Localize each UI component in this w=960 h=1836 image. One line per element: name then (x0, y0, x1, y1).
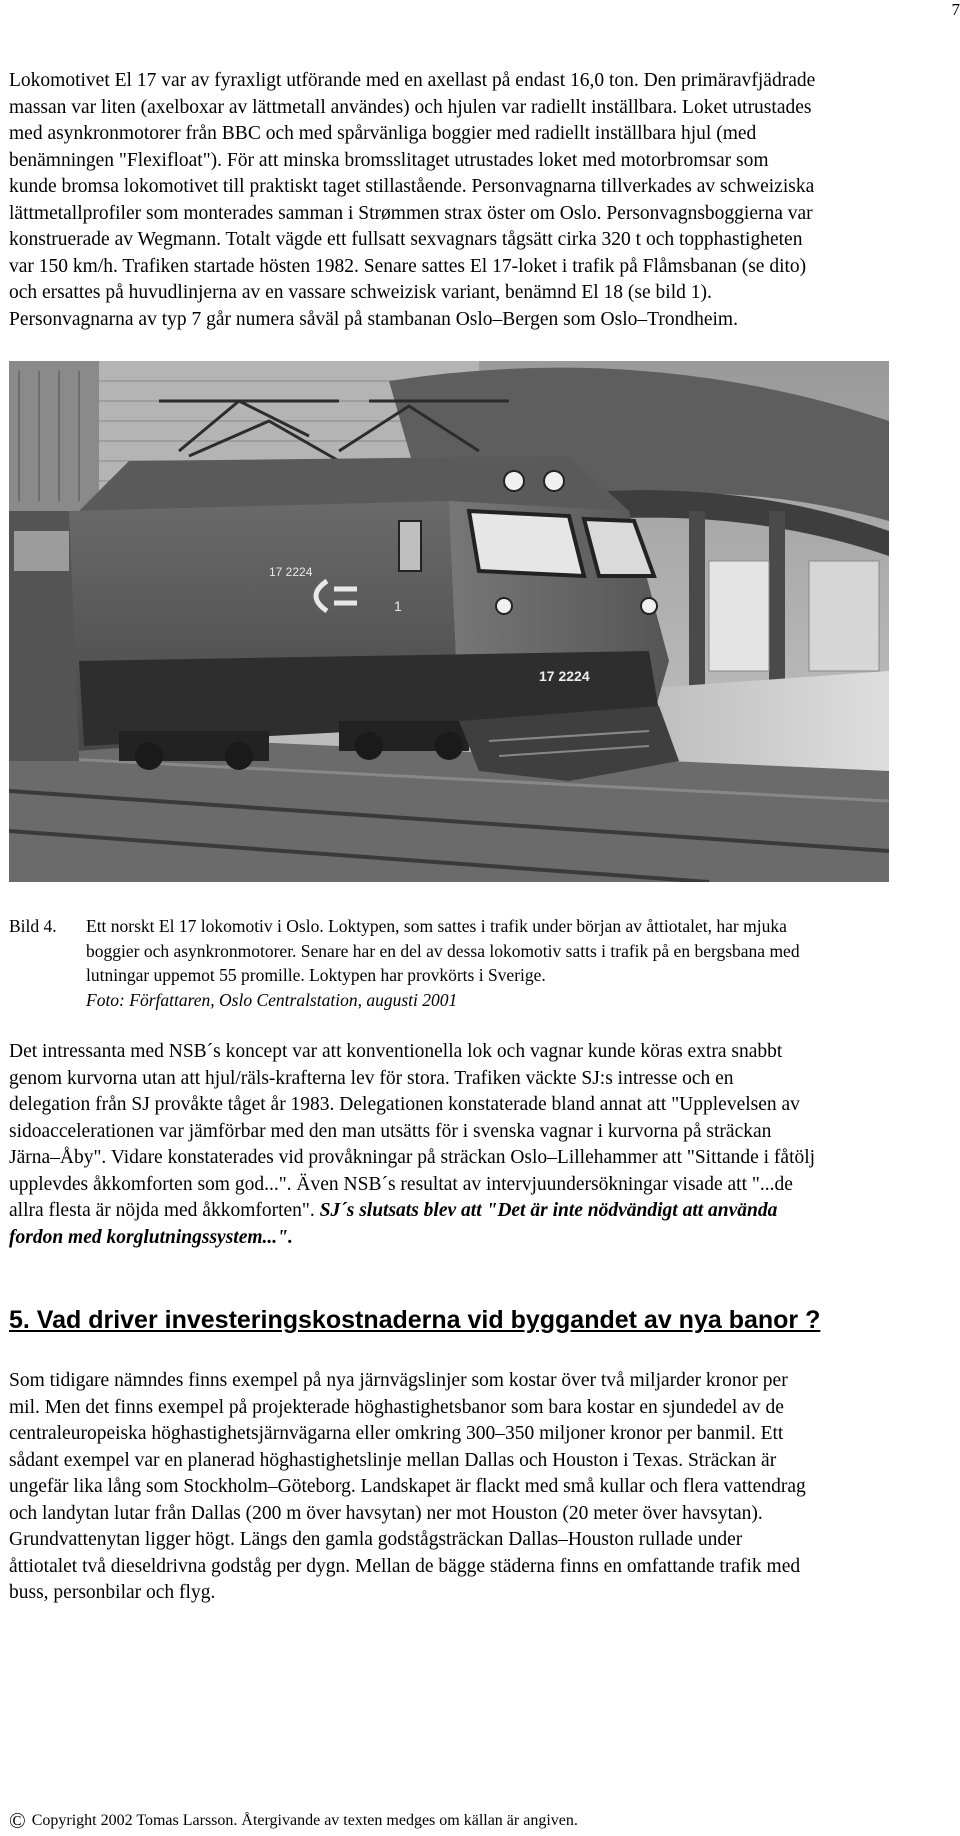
paragraph-locomotive-el17 (9, 68, 955, 333)
text-line: konstruerade av Wegmann. Totalt vägde ett fullsatt sexvagnars tågsätt cirka 320 t och topphastigheten (9, 229, 803, 250)
car-number: 1 (394, 598, 402, 614)
photo-credit: Foto: Författaren, Oslo Centralstation, augusti 2001 (86, 989, 458, 1010)
text-line: benämningen "Flexifloat"). För att minska bromsslitaget utrustades loket med motorbromsar som (9, 149, 769, 171)
text-line: genom kurvorna utan att hjul/räls-krafterna lev för stora. Trafiken väckte SJ:s intresse och en (9, 1067, 734, 1089)
copyright-icon: © (9, 1808, 26, 1833)
text-line: Som tidigare nämndes finns exempel på nya järnvägslinjer som kostar över två miljarder kronor per (9, 1370, 788, 1391)
caption-line: boggier och asynkronmotorer. Senare har en del av dessa lokomotiv satts i trafik på en bergsbana med (86, 940, 800, 961)
text-normal: allra flesta är nöjda med åkkomforten". (9, 1200, 320, 1221)
text-line: kunde bromsa lokomotivet till praktiskt taget stillastående. Personvagnarna tillverkades av schweiziska (9, 176, 815, 197)
page-number: 7 (951, 0, 960, 19)
text-line: sådant exempel var en planerad höghastighetslinje mellan Dallas och Houston i Texas. Sträckan är (9, 1449, 777, 1471)
section-heading: 5. Vad driver investeringskostnaderna vid byggandet av nya banor ? (9, 1306, 821, 1334)
sj-conclusion-quote-end: fordon med korglutningssystem...". (9, 1226, 293, 1248)
text-line: upplevdes åkkomforten som god...". Även NSB´s resultat av intervjuundersökningar visade att "...de (9, 1173, 793, 1195)
caption-body (86, 914, 956, 1012)
text-line: massan var liten (axelboxar av lättmetall användes) och hjulen var radiellt inställbara. Loket utrustades (9, 96, 812, 118)
text-line: ungefär lika lång som Stockholm–Göteborg. Landskapet är flackt med små kullar och flera vattendrag (9, 1476, 806, 1497)
text-line: Det intressanta med NSB´s koncept var att konventionella lok och vagnar kunde köras extra snabbt (9, 1041, 783, 1062)
loco-number-front: 17 2224 (539, 668, 590, 684)
text-line: Personvagnarna av typ 7 går numera såväl på stambanan Oslo–Bergen som Oslo–Trondheim. (9, 308, 738, 330)
text-line: lättmetallprofiler som monterades samman i Strømmen strax öster om Oslo. Personvagnsboggierna var (9, 202, 813, 224)
caption-line: lutningar uppemot 55 promille. Loktypen har provkörts i Sverige. (86, 965, 546, 985)
text-line: buss, personbilar och flyg. (9, 1582, 216, 1603)
text-line: åttiotalet två dieseldrivna godståg per dygn. Mellan de bägge städerna finns en omfattande trafik med (9, 1555, 801, 1577)
caption-line: Ett norskt El 17 lokomotiv i Oslo. Loktypen, som sattes i trafik under början av åttiotalet, har mjuka (86, 916, 787, 936)
paragraph-nsb-concept (9, 1039, 955, 1251)
locomotive-photo (9, 361, 889, 882)
text-line: och landytan lutar från Dallas (200 m över havsytan) ner mot Houston (20 meter över havsytan). (9, 1502, 763, 1524)
text-line: delegation från SJ provåkte tåget år 1983. Delegationen konstaterade bland annat att "Upplevelsen av (9, 1094, 800, 1115)
paragraph-investment-costs (9, 1368, 955, 1607)
text-line: och ersattes på huvudlinjerna av en vassare schweizisk variant, benämnd El 18 (se bild 1). (9, 282, 712, 303)
text-line: Lokomotivet El 17 var av fyraxligt utförande med en axellast på endast 16,0 ton. Den primäravfjädrade (9, 70, 816, 91)
sj-conclusion-quote: SJ´s slutsats blev att "Det är inte nödvändigt att använda (319, 1200, 778, 1221)
copyright-text: Copyright 2002 Tomas Larsson. Återgivande av texten medges om källan är angiven. (31, 1812, 578, 1829)
text-line: var 150 km/h. Trafiken startade hösten 1982. Senare sattes El 17-loket i trafik på Flåmsbanan (se dito) (9, 255, 807, 277)
text-line: centraleuropeiska höghastighetsjärnvägarna eller omkring 300–350 miljoner kronor per banmil. Ett (9, 1423, 784, 1444)
text-line: Grundvattenytan ligger högt. Längs den gamla godstågsträckan Dallas–Houston rullade under (9, 1529, 743, 1550)
text-line: Järna–Åby". Vidare konstaterades vid provåkningar på sträckan Oslo–Lillehammer att "Sittande i fåtölj (9, 1147, 816, 1168)
copyright-footer (9, 1808, 578, 1834)
loco-number-side: 17 2224 (269, 565, 313, 579)
text-line: med asynkronmotorer från BBC och med spårvänliga boggier med radiellt inställbara hjul (med (9, 123, 757, 144)
text-line (9, 1198, 955, 1225)
caption-label: Bild 4. (9, 916, 57, 936)
text-line: mil. Men det finns exempel på projekterade höghastighetsbanor som bara kostar en sjundedel av de (9, 1396, 784, 1418)
text-line: sidoaccelerationen var jämförbar med den man utsätts för i svenska vagnar i kurvorna på sträckan (9, 1120, 772, 1142)
